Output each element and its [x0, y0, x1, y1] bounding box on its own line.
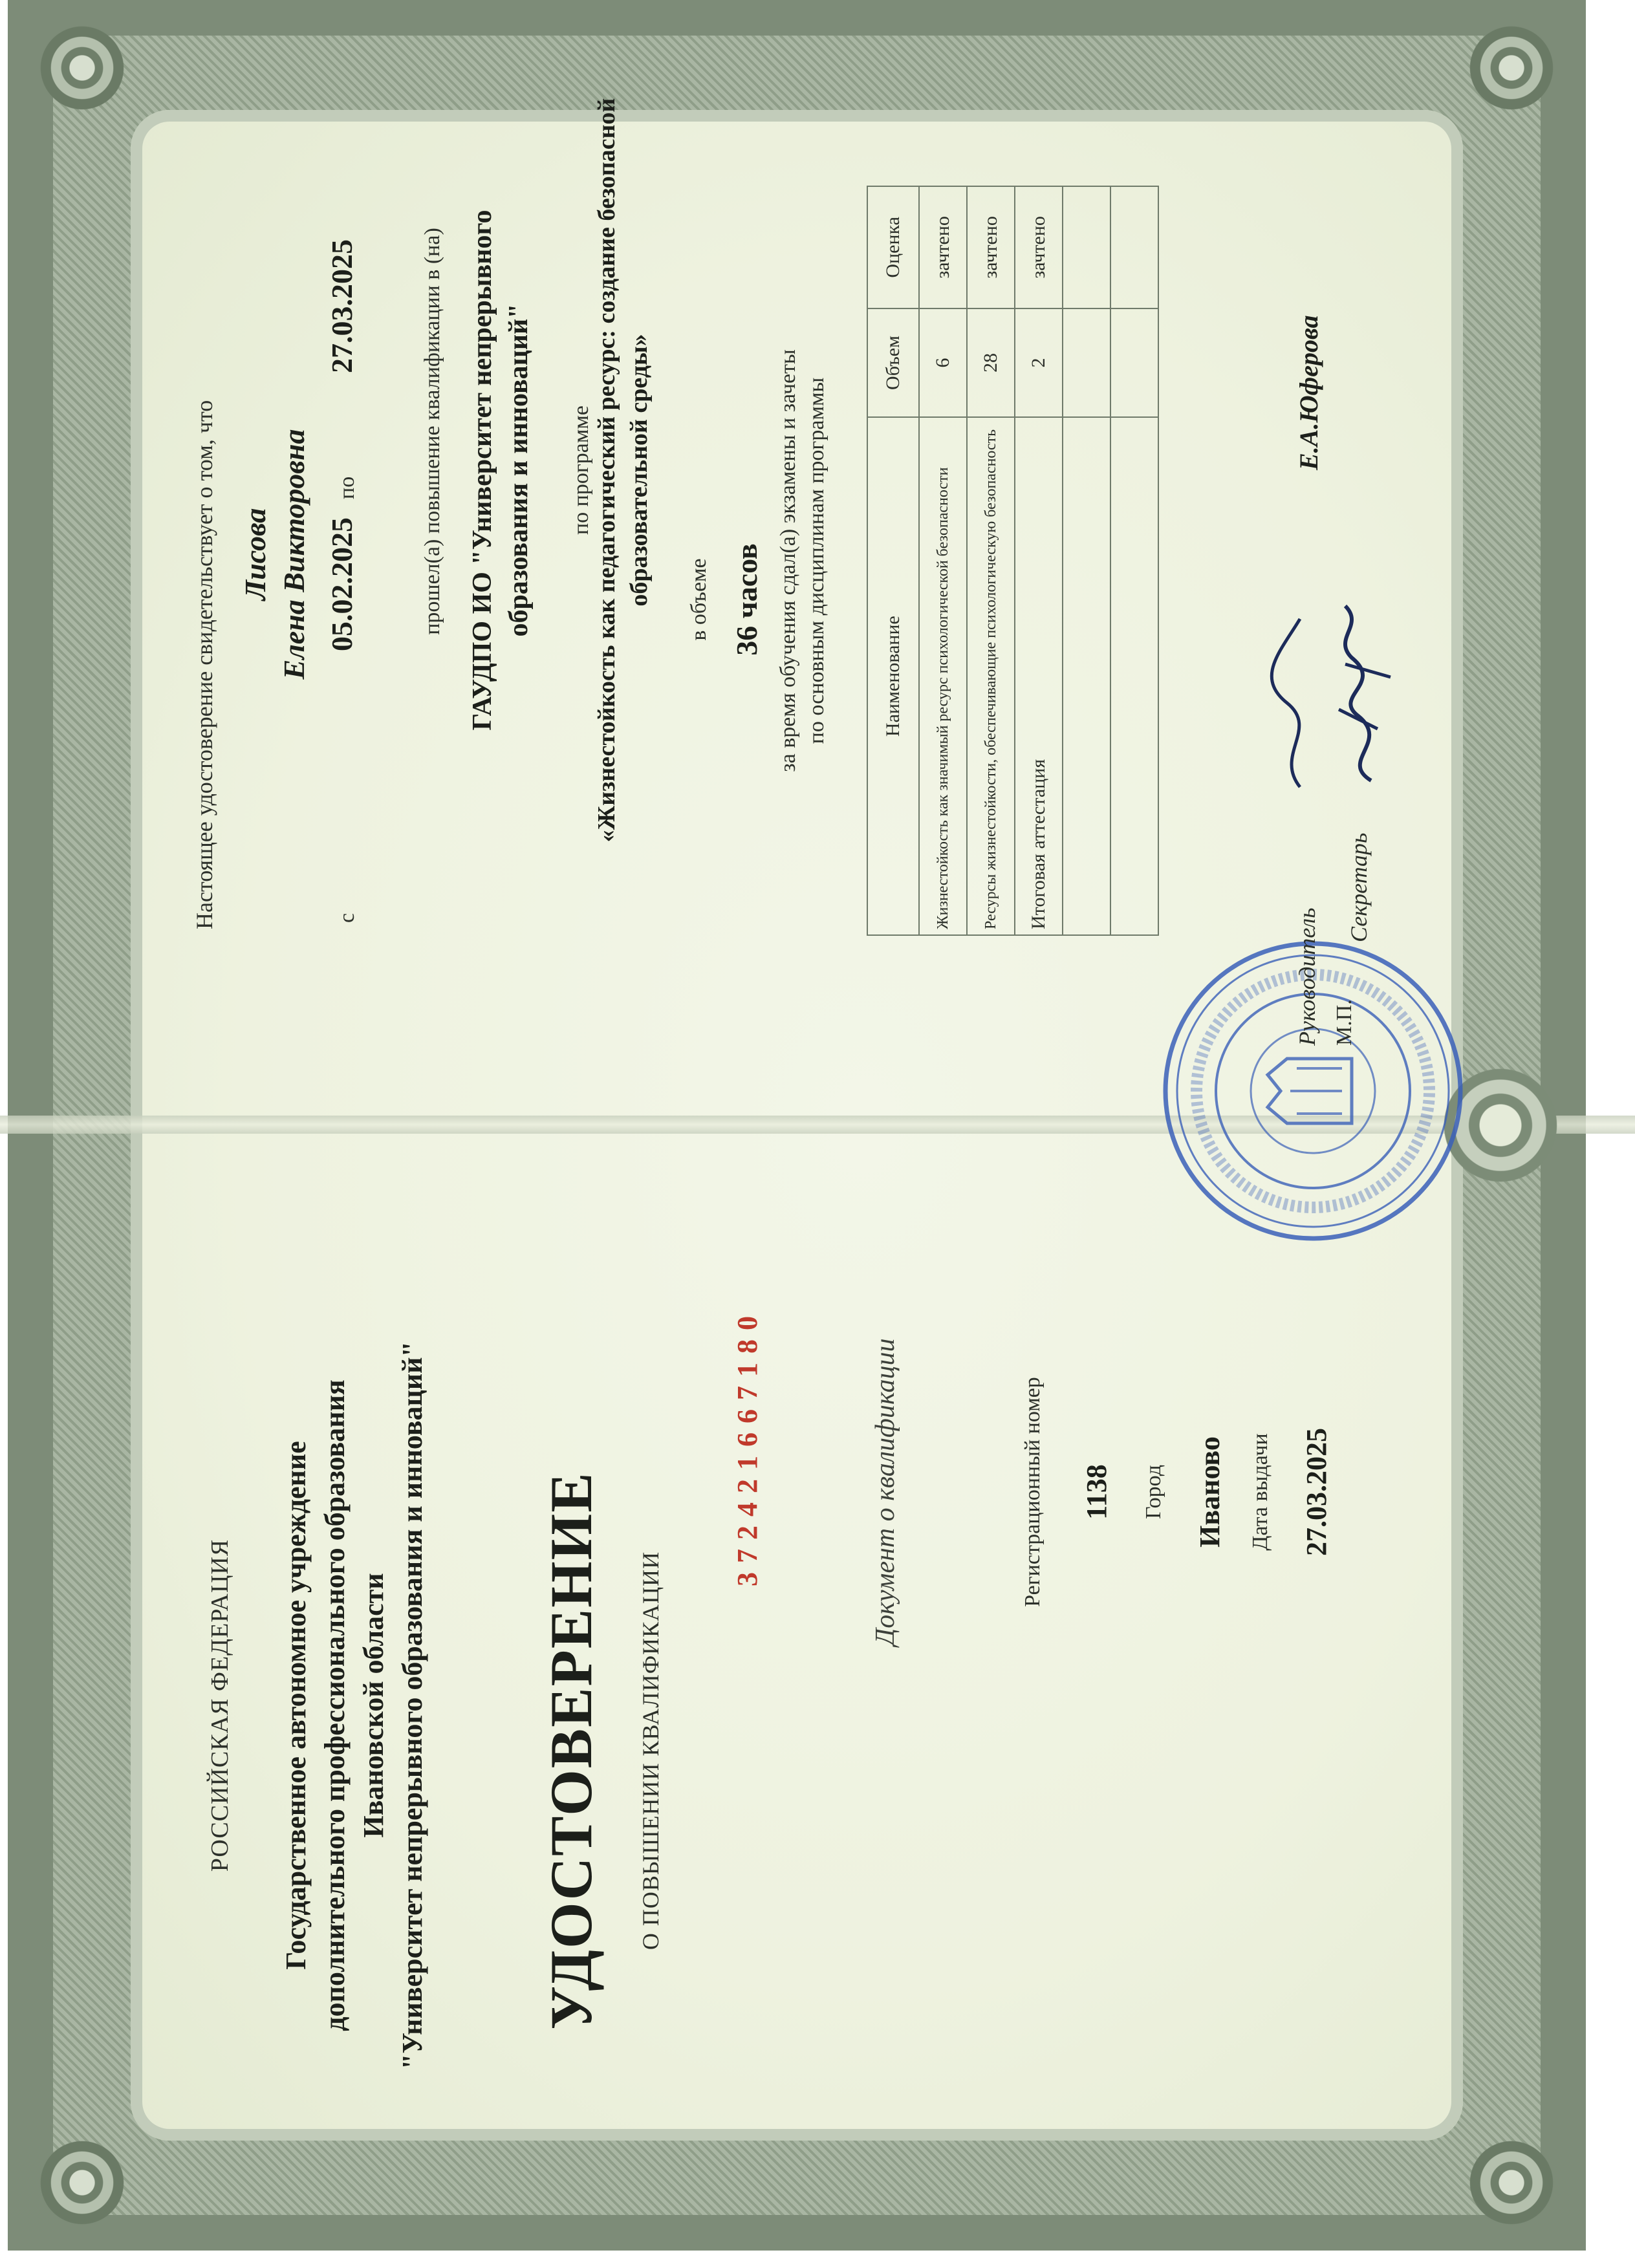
head-label: Руководитель	[1294, 907, 1320, 1046]
secretary-label: Секретарь	[1346, 832, 1372, 942]
holder-last-name: Лисова	[239, 508, 272, 601]
date-to-label: по	[335, 476, 359, 499]
org-name-line4: "Университет непрерывного образования и инноваций"	[396, 1341, 428, 2069]
column-header-grade: Оценка	[867, 186, 919, 308]
exams-line2: по основным дисциплинам программы	[805, 377, 828, 744]
table-row	[1110, 186, 1158, 935]
intro-text: Настоящее удостоверение свидетельствует о том, что	[191, 400, 217, 929]
registration-number-label: Регистрационный номер	[1021, 1377, 1045, 1607]
table-row	[967, 186, 1015, 935]
document-subtitle: О ПОВЫШЕНИИ КВАЛИФИКАЦИИ	[638, 1551, 664, 1950]
discipline-grade: зачтено	[967, 186, 1015, 308]
table-row	[1063, 186, 1110, 935]
issue-date: 27.03.2025	[1301, 1428, 1332, 1556]
discipline-grade: зачтено	[919, 186, 967, 308]
holder-first-names: Елена Викторовна	[277, 429, 310, 680]
discipline-name: Жизнестойкость как значимый ресурс психологической безопасности	[919, 417, 967, 935]
document-title: УДОСТОВЕРЕНИЕ	[538, 1471, 604, 2030]
disciplines-table	[867, 186, 1159, 936]
discipline-grade: зачтено	[1015, 186, 1063, 308]
city-name: Иваново	[1194, 1436, 1226, 1548]
org-name-line2: дополнительного профессионального образования	[319, 1379, 351, 2031]
column-header-volume: Объем	[867, 308, 919, 418]
discipline-volume: 2	[1015, 308, 1063, 418]
document-type-caption: Документ о квалификации	[871, 1338, 900, 1646]
org-name-line3: Ивановской области	[358, 1573, 389, 1838]
volume-label: в объеме	[687, 558, 711, 641]
table-row	[919, 186, 967, 935]
discipline-volume: 28	[967, 308, 1015, 418]
country-label: РОССИЙСКАЯ ФЕДЕРАЦИЯ	[206, 1539, 233, 1872]
signatures-icon	[1261, 587, 1416, 806]
discipline-name: Итоговая аттестация	[1015, 417, 1063, 935]
date-to: 27.03.2025	[325, 239, 358, 373]
city-label: Город	[1142, 1465, 1165, 1519]
exams-line1: за время обучения сдал(а) экзамены и зачеты	[776, 349, 800, 772]
stamp-place-label: М.П.	[1332, 999, 1356, 1046]
discipline-name: Ресурсы жизнестойкости, обеспечивающие психологическую безопасность	[967, 417, 1015, 935]
program-line2: образовательной среды»	[625, 334, 653, 607]
date-from: 05.02.2025	[325, 517, 358, 651]
column-header-name: Наименование	[867, 417, 919, 935]
head-name: Е.А.Юферова	[1294, 315, 1323, 470]
discipline-volume: 6	[919, 308, 967, 418]
issue-date-label: Дата выдачи	[1248, 1433, 1272, 1551]
registration-number: 1138	[1081, 1464, 1112, 1520]
program-line1: «Жизнестойкость как педагогический ресурс: создание безопасной	[593, 98, 620, 843]
date-from-label: с	[335, 913, 359, 923]
institution-line2: образования и инноваций"	[504, 303, 534, 637]
institution-line1: ГАУДПО ИО "Университет непрерывного	[468, 210, 497, 731]
volume-hours: 36 часов	[730, 543, 763, 656]
serial-number: 372421667180	[731, 1307, 763, 1586]
passed-text: прошел(а) повышение квалификации в (на)	[420, 228, 444, 635]
table-header-row	[867, 186, 919, 935]
org-name-line1: Государственное автономное учреждение	[280, 1441, 312, 1970]
program-label: по программе	[569, 405, 593, 535]
table-row	[1015, 186, 1063, 935]
